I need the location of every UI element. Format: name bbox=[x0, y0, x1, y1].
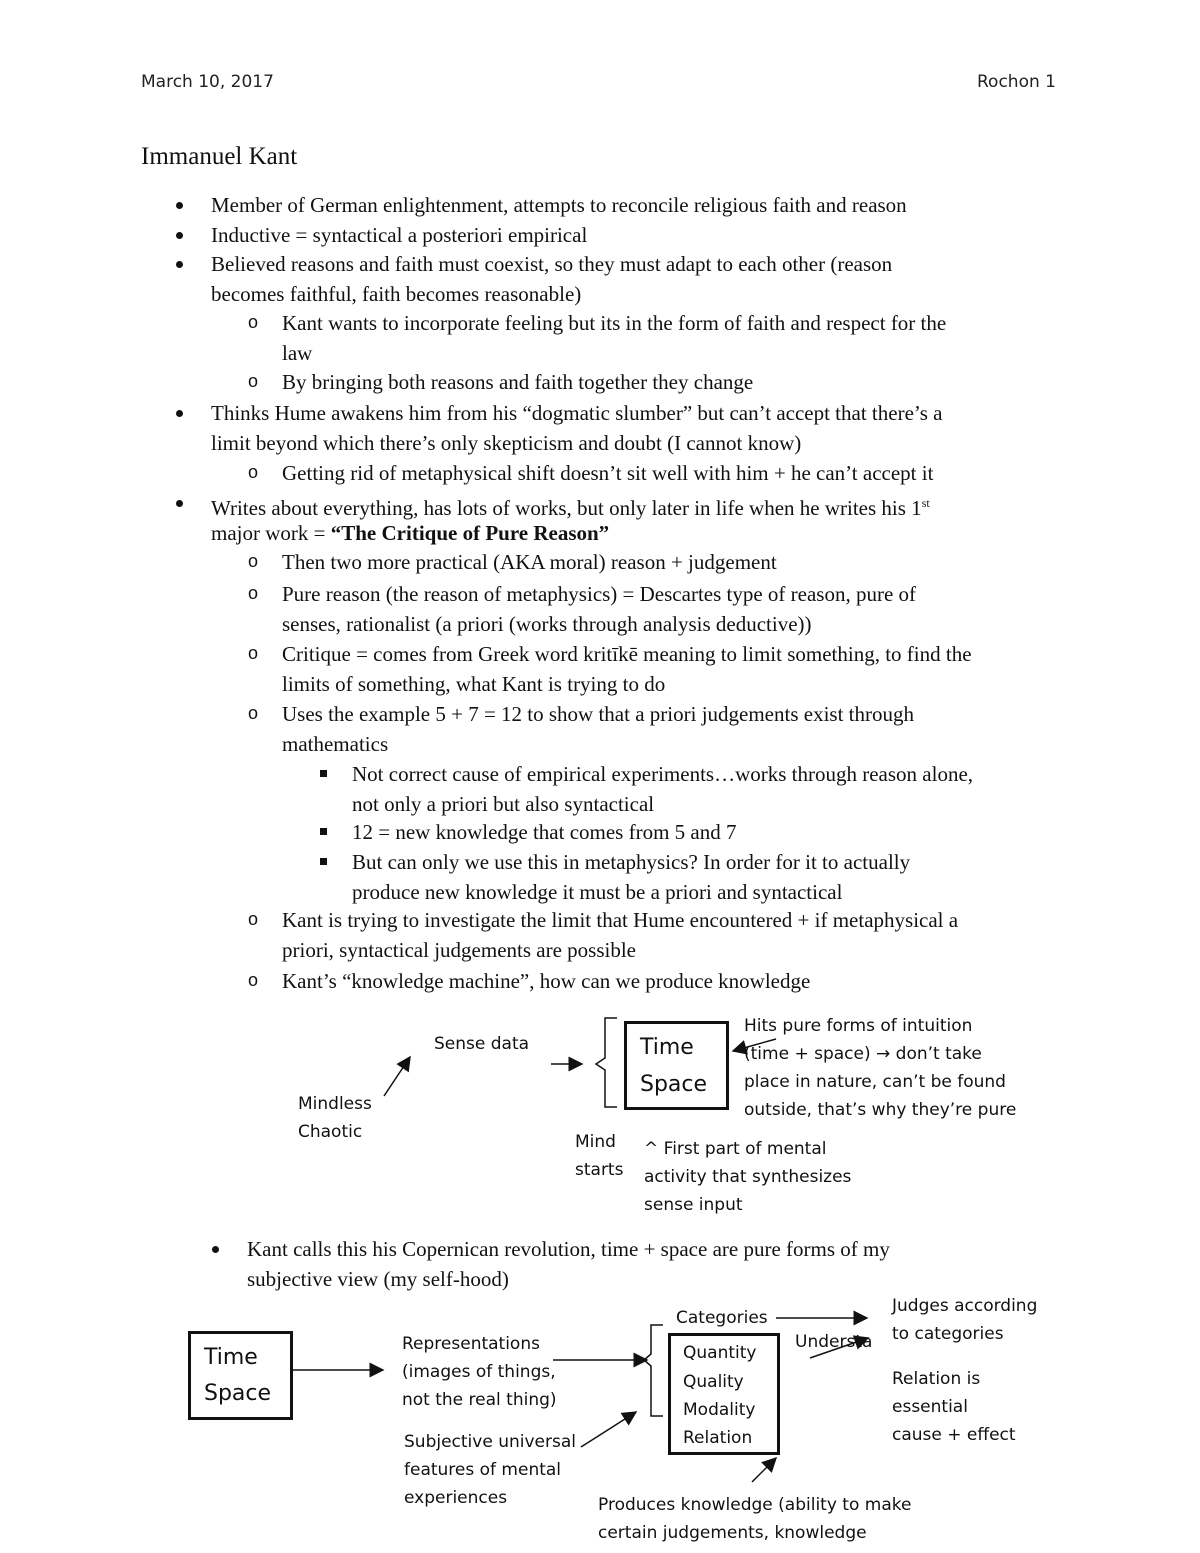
note-line: priori, syntactical judgements are possible bbox=[282, 938, 636, 962]
note-line: By bringing both reasons and faith together they change bbox=[282, 370, 754, 394]
sub-bullet-icon: o bbox=[248, 643, 259, 663]
hits-note-line: place in nature, can’t be found bbox=[744, 1072, 1006, 1092]
first-part-note: ^ First part of mental bbox=[644, 1139, 827, 1159]
note-line: Not correct cause of empirical experiments…works through reason alone, bbox=[352, 762, 974, 786]
note-line: Uses the example 5 + 7 = 12 to show that a priori judgements exist through bbox=[282, 702, 914, 726]
first-part-note: activity that synthesizes bbox=[644, 1167, 852, 1187]
category-relation: Relation bbox=[683, 1428, 753, 1448]
arrow bbox=[752, 1458, 776, 1482]
produces-note: Produces knowledge (ability to make bbox=[598, 1495, 912, 1515]
note-line: Kant calls this his Copernican revolution, time + space are pure forms of my bbox=[247, 1237, 890, 1261]
note-line: Kant wants to incorporate feeling but its in the form of faith and respect for the bbox=[282, 311, 947, 335]
starts-label: starts bbox=[575, 1160, 624, 1180]
note-line: Writes about everything, has lots of works, but only later in life when he writes his 1st bbox=[211, 496, 930, 520]
note-line: Then two more practical (AKA moral) reason + judgement bbox=[282, 550, 777, 574]
note-line: limits of something, what Kant is trying to do bbox=[282, 672, 666, 696]
note-line: Getting rid of metaphysical shift doesn’t sit well with him + he can’t accept it bbox=[282, 461, 934, 485]
page-title: Immanuel Kant bbox=[141, 143, 298, 170]
sub-bullet-icon: o bbox=[248, 583, 259, 603]
hits-note-line: outside, that’s why they’re pure bbox=[744, 1100, 1017, 1120]
note-line: becomes faithful, faith becomes reasonable) bbox=[211, 282, 582, 306]
note-line: Kant’s “knowledge machine”, how can we produce knowledge bbox=[282, 969, 811, 993]
sub-bullet-icon: o bbox=[248, 909, 259, 929]
produces-note: certain judgements, knowledge bbox=[598, 1523, 867, 1543]
categories-label: Categories bbox=[676, 1308, 768, 1328]
sub-bullet-icon: o bbox=[248, 371, 259, 391]
category-quantity: Quantity bbox=[683, 1343, 757, 1363]
relation-note: Relation is bbox=[892, 1369, 981, 1389]
note-line: major work = “The Critique of Pure Reason” bbox=[211, 521, 610, 545]
note-line: law bbox=[282, 341, 313, 365]
relation-note: cause + effect bbox=[892, 1425, 1016, 1445]
bullet-icon bbox=[212, 1246, 219, 1253]
sub-bullet-icon: o bbox=[248, 970, 259, 990]
hits-note-line: Hits pure forms of intuition bbox=[744, 1016, 973, 1036]
relation-note: essential bbox=[892, 1397, 968, 1417]
arrow-right-icon: → bbox=[876, 1044, 891, 1064]
note-line: 12 = new knowledge that comes from 5 and 7 bbox=[352, 820, 737, 844]
note-line: senses, rationalist (a priori (works through analysis deductive)) bbox=[282, 612, 812, 636]
brace bbox=[644, 1325, 663, 1416]
note-line: Member of German enlightenment, attempts to reconcile religious faith and reason bbox=[211, 193, 907, 217]
work-title: “The Critique of Pure Reason” bbox=[330, 521, 610, 545]
note-line: Thinks Hume awakens him from his “dogmatic slumber” but can’t accept that there’s a bbox=[211, 401, 943, 425]
sub-bullet-icon: o bbox=[248, 551, 259, 571]
note-line: subjective view (my self-hood) bbox=[247, 1267, 509, 1291]
mind-label: Mind bbox=[575, 1132, 616, 1152]
arrow bbox=[581, 1412, 636, 1447]
header-page-number: Rochon 1 bbox=[977, 72, 1056, 92]
category-quality: Quality bbox=[683, 1372, 744, 1392]
subjective-note: Subjective universal bbox=[404, 1432, 576, 1452]
mindless-label: Mindless bbox=[298, 1094, 372, 1114]
hits-note-line: (time + space) → don’t take bbox=[744, 1044, 982, 1064]
note-line: mathematics bbox=[282, 732, 389, 756]
understanding-label: Understa bbox=[795, 1332, 873, 1352]
arrow bbox=[384, 1057, 410, 1096]
note-line: produce new knowledge it must be a priori and syntactical bbox=[352, 880, 843, 904]
chaotic-label: Chaotic bbox=[298, 1122, 363, 1142]
judges-note: to categories bbox=[892, 1324, 1004, 1344]
box-space-label: Space bbox=[640, 1072, 708, 1097]
representations-note: (images of things, bbox=[402, 1362, 556, 1382]
subjective-note: experiences bbox=[404, 1488, 508, 1508]
category-modality: Modality bbox=[683, 1400, 756, 1420]
note-line: limit beyond which there’s only skepticism and doubt (I cannot know) bbox=[211, 431, 802, 455]
note-line: But can only we use this in metaphysics? In order for it to actually bbox=[352, 850, 911, 874]
note-line: Inductive = syntactical a posteriori empirical bbox=[211, 223, 588, 247]
subjective-note: features of mental bbox=[404, 1460, 562, 1480]
brace bbox=[596, 1018, 617, 1107]
sense-data-label: Sense data bbox=[434, 1034, 530, 1054]
first-part-note: sense input bbox=[644, 1195, 743, 1215]
judges-note: Judges according bbox=[892, 1296, 1038, 1316]
representations-note: Representations bbox=[402, 1334, 540, 1354]
note-line: Believed reasons and faith must coexist, so they must adapt to each other (reason bbox=[211, 252, 893, 276]
sub-bullet-icon: o bbox=[248, 462, 259, 482]
header-date: March 10, 2017 bbox=[141, 72, 274, 92]
sub-bullet-icon: o bbox=[248, 703, 259, 723]
box-time-label: Time bbox=[640, 1035, 694, 1060]
note-line: Pure reason (the reason of metaphysics) = Descartes type of reason, pure of bbox=[282, 582, 917, 606]
box-space-label: Space bbox=[204, 1381, 272, 1406]
box-time-label: Time bbox=[204, 1345, 258, 1370]
note-line: Critique = comes from Greek word kritīkē meaning to limit something, to find the bbox=[282, 642, 972, 666]
sub-bullet-icon: o bbox=[248, 312, 259, 332]
note-line: not only a priori but also syntactical bbox=[352, 792, 655, 816]
representations-note: not the real thing) bbox=[402, 1390, 557, 1410]
note-line: Kant is trying to investigate the limit that Hume encountered + if metaphysical a bbox=[282, 908, 959, 932]
